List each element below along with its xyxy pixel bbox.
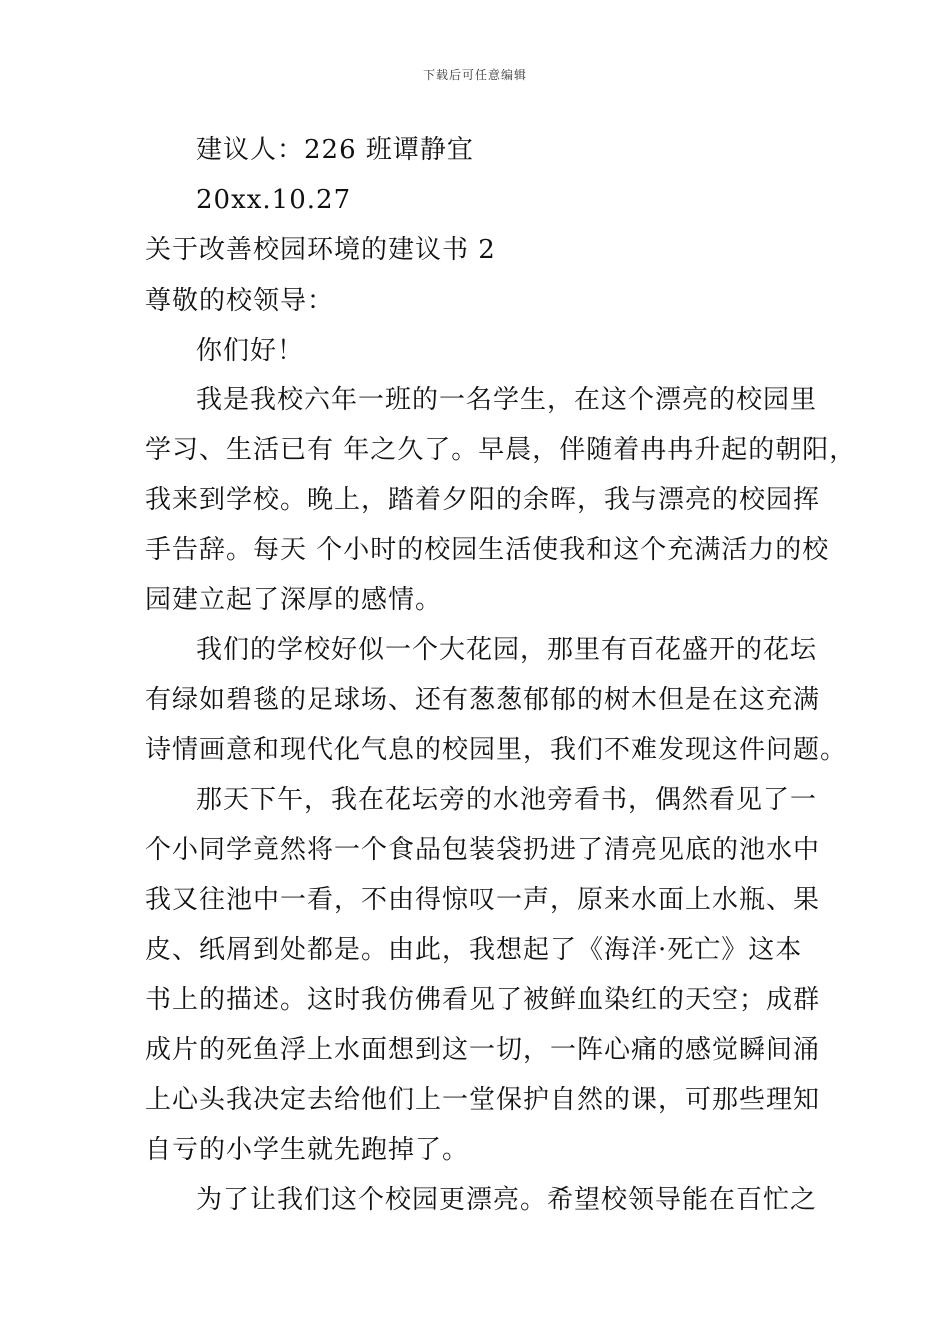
body-line: 学习、生活已有 年之久了。早晨，伴随着冉冉升起的朝阳， bbox=[145, 435, 857, 465]
body-line: 那天下午，我在花坛旁的水池旁看书，偶然看见了一 bbox=[196, 785, 818, 815]
body-line: 上心头我决定去给他们上一堂保护自然的课，可那些理知 bbox=[145, 1085, 821, 1115]
salutation: 尊敬的校领导： bbox=[145, 286, 335, 316]
header-note: 下载后可任意编辑 bbox=[422, 68, 527, 82]
body-line: 皮、纸屑到处都是。由此，我想起了《海洋·死亡》这本 bbox=[145, 935, 803, 965]
body-line: 园建立起了深厚的感情。 bbox=[145, 585, 443, 615]
body-line: 书上的描述。这时我仿佛看见了被鲜血染红的天空；成群 bbox=[145, 985, 821, 1015]
signature-line: 建议人：226 班谭静宜 bbox=[196, 135, 474, 165]
body-line: 诗情画意和现代化气息的校园里，我们不难发现这件问题。 bbox=[145, 735, 848, 765]
body-line: 为了让我们这个校园更漂亮。希望校领导能在百忙之 bbox=[196, 1185, 818, 1215]
body-line: 自亏的小学生就先跑掉了。 bbox=[145, 1135, 470, 1165]
date-line: 20xx.10.27 bbox=[196, 185, 352, 215]
body-line: 我又往池中一看，不由得惊叹一声，原来水面上水瓶、果 bbox=[145, 885, 821, 915]
body-line: 我来到学校。晚上，踏着夕阳的余晖，我与漂亮的校园挥 bbox=[145, 485, 821, 515]
letter-title: 关于改善校园环境的建议书 2 bbox=[145, 235, 496, 265]
body-line: 我们的学校好似一个大花园，那里有百花盛开的花坛 bbox=[196, 635, 818, 665]
body-line: 个小同学竟然将一个食品包装袋扔进了清亮见底的池水中 bbox=[145, 835, 821, 865]
body-line: 我是我校六年一班的一名学生，在这个漂亮的校园里 bbox=[196, 385, 818, 415]
body-line: 有绿如碧毯的足球场、还有葱葱郁郁的树木但是在这充满 bbox=[145, 685, 821, 715]
body-line: 手告辞。每天 个小时的校园生活使我和这个充满活力的校 bbox=[145, 535, 830, 565]
body-line: 成片的死鱼浮上水面想到这一切，一阵心痛的感觉瞬间涌 bbox=[145, 1035, 821, 1065]
greeting: 你们好！ bbox=[196, 336, 305, 366]
